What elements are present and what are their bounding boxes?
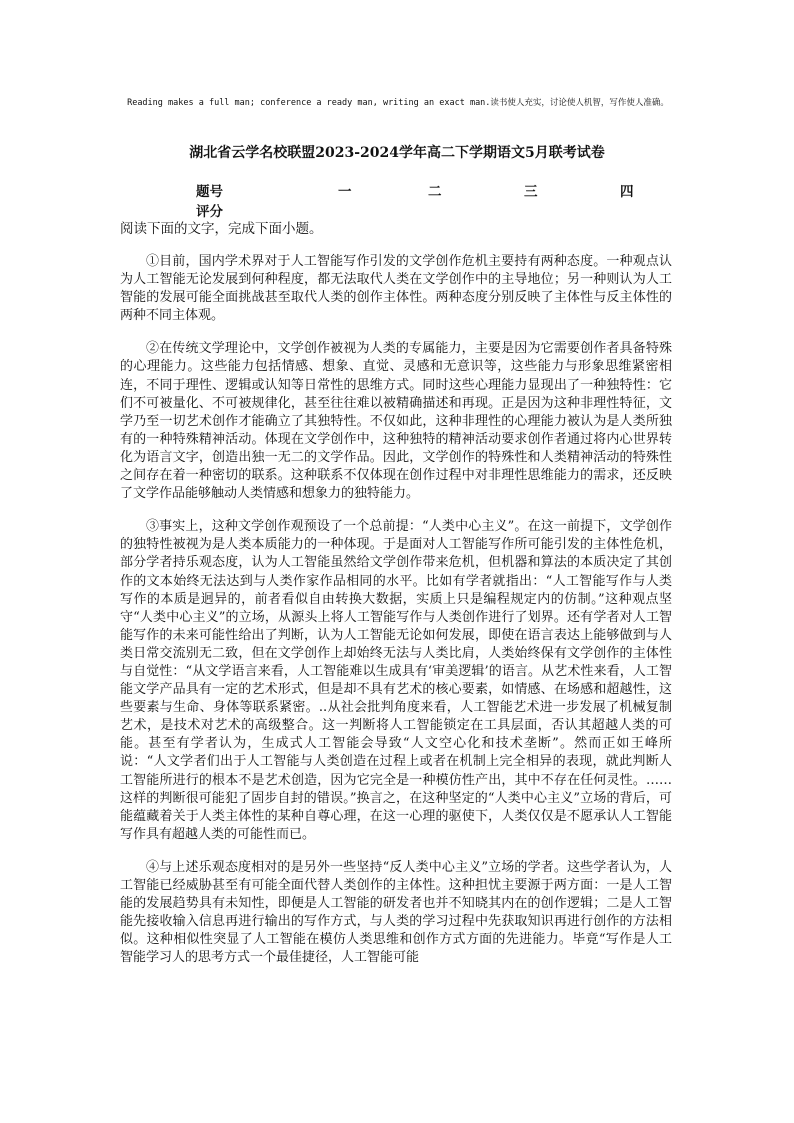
- header-quote: Reading makes a full man; conference a ready man, writing an exact man.读书使人充实，讨论使人机智，写作使人准确。: [127, 98, 669, 108]
- column-2: 二: [428, 184, 442, 200]
- column-3: 三: [524, 184, 538, 200]
- paragraph-4: ④与上述乐观态度相对的是另外一些坚持“反人类中心主义”立场的学者。这些学者认为，人工智能已经威胁甚至有可能全面代替人类创作的主体性。这种担忧主要源于两方面：一是人工智能的发展趋势具有未知性，即便是人工智能的研发者也并不知晓其内在的创作逻辑；二是人工智能先接收输入信息再进行输出的写作方式，与人类的学习过程中先获取知识再进行创作的方法相似。这种相似性突显了人工智能在模仿人类思维和创作方式方面的先进能力。毕竟“写作是人工智能学习人的思考方式一个最佳捷径，人工智能可能: [120, 859, 672, 966]
- score-table: [196, 180, 676, 220]
- article-body: [120, 253, 672, 982]
- paragraph-2: ②在传统文学理论中，文学创作被视为人类的专属能力，主要是因为它需要创作者具备特殊的心理能力。这些能力包括情感、想象、直觉、灵感和无意识等，这些能力与形象思维紧密相连，不同于理性、逻辑或认知等日常性的思维方式。同时这些心理能力显现出了一种独特性：它们不可被量化、不可被规律化，甚至往往难以被精确描述和再现。正是因为这种非理性特征，文学乃至一切艺术创作才能确立了其独特性。不仅如此，这种非理性的心理能力被认为是人类所独有的一种特殊精神活动。体现在文学创作中，这种独特的精神活动要求创作者通过将内心世界转化为语言文字，创造出独一无二的文学作品。因此，文学创作的特殊性和人类精神活动的特殊性之间存在着一种密切的联系。这种联系不仅体现在创作过程中对非理性思维能力的需求，还反映了文学作品能够触动人类情感和想象力的独特能力。: [120, 341, 672, 502]
- paragraph-1: ①目前，国内学术界对于人工智能写作引发的文学创作危机主要持有两种态度。一种观点认为人工智能无论发展到何种程度，都无法取代人类在文学创作中的主导地位；另一种则认为人工智能的发展可能全面挑战甚至取代人类的创作主体性。两种态度分别反映了主体性与反主体性的两种不同主体观。: [120, 254, 672, 324]
- column-1: 一: [338, 184, 352, 200]
- score-label: 评分: [196, 204, 223, 220]
- reading-instruction: 阅读下面的文字，完成下面小题。: [120, 221, 323, 237]
- column-4: 四: [620, 184, 634, 200]
- exam-title: 湖北省云学名校联盟2023-2024学年高二下学期语文5月联考试卷: [189, 145, 605, 161]
- question-number-label: 题号: [196, 184, 223, 200]
- score-row-question-number: [196, 180, 676, 200]
- paragraph-3: ③事实上，这种文学创作观预设了一个总前提：“人类中心主义”。在这一前提下，文学创作的独特性被视为是人类本质能力的一种体现。于是面对人工智能写作所可能引发的主体性危机，部分学者持乐观态度，认为人工智能虽然给文学创作带来危机，但机器和算法的本质决定了其创作的文本始终无法达到与人类作家作品相同的水平。比如有学者就指出：“人工智能写作与人类写作的本质是迥异的，前者看似自由转换大数据，实质上只是编程规定内的仿制。”这种观点坚守“人类中心主义”的立场，从源头上将人工智能写作与人类创作进行了划界。还有学者对人工智能写作的未来可能性给出了判断，认为人工智能无论如何发展，即使在语言表达上能够做到与人类日常交流别无二致，但在文学创作上却始终无法与人类比肩，人类始终保有文学创作的主体性与自觉性：“从文学语言来看，人工智能难以生成具有‘审美逻辑’的语言。从艺术性来看，人工智能文学产品具有一定的艺术形式，但是却不具有艺术的核心要素，如情感、在场感和超越性，这些要素与生命、身体等联系紧密。..从社会批判角度来看，人工智能艺术进一步发展了机械复制艺术，是技术对艺术的高级整合。这一判断将人工智能锁定在工具层面，否认其超越人类的可能。甚至有学者认为，生成式人工智能会导致“人文空心化和技术垄断”。然而正如王峰所说：“人文学者们出于人工智能与人类创造在过程上或者在机制上完全相异的表现，就此判断人工智能所进行的根本不是艺术创造，因为它完全是一种模仿性产出，其中不存在任何灵性。……这样的判断很可能犯了固步自封的错误。”换言之，在这种坚定的“人类中心主义”立场的背后，可能蕴藏着关于人类主体性的某种自尊心理，在这一心理的驱使下，人类仅仅是不愿承认人工智能写作具有超越人类的可能性而已。: [120, 519, 672, 842]
